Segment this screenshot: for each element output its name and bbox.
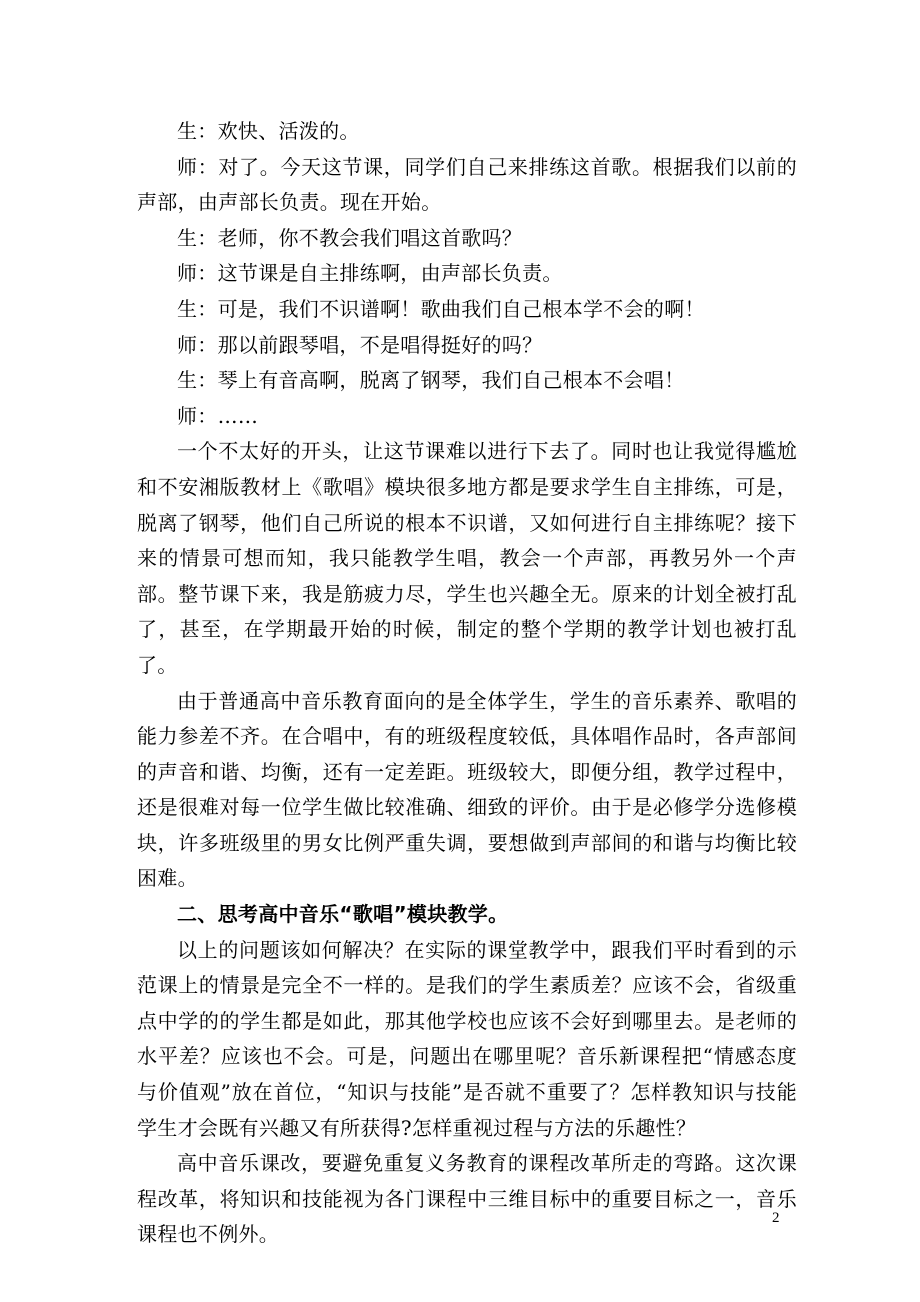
dialogue-line: 生：欢快、活泼的。 [177,119,360,143]
dialogue-line: 生：琴上有音高啊，脱离了钢琴，我们自己根本不会唱！ [177,368,685,393]
dialogue-line: 生：可是，我们不识谱啊！歌曲我们自己根本学不会的啊！ [177,296,705,321]
section-heading: 二、思考高中音乐“歌唱”模块教学。 [177,902,509,927]
body-paragraph: 一个不太好的开头，让这节课难以进行下去了。同时也让我觉得尴尬和不安湘版教材上《歌唱》模块很多地方都是要求学生自主排练，可是，脱离了钢琴，他们自己所说的根本不识谱，又如何进行自主排练呢？接下来的情景可想而知，我只能教学生唱，教会一个声部，再教另外一个声部。整节课下来，我是筋疲力尽，学生也兴趣全无。原来的计划全被打乱了，甚至，在学期最开始的时候，制定的整个学期的教学计划也被打乱了。 [137,439,797,677]
dialogue-line: 师：这节课是自主排练啊，由声部长负责。 [177,261,563,286]
body-paragraph: 高中音乐课改，要避免重复义务教育的课程改革所走的弯路。这次课程改革，将知识和技能视为各门课程中三维目标中的重要目标之一，音乐课程也不例外。 [137,1151,797,1247]
body-paragraph: 由于普通高中音乐教育面向的是全体学生，学生的音乐素养、歌唱的能力参差不齐。在合唱中，有的班级程度较低，具体唱作品时，各声部间的声音和谐、均衡，还有一定差距。班级较大，即便分组，教学过程中，还是很难对每一位学生做比较准确、细致的评价。由于是必修学分选修模块，许多班级里的男女比例严重失调，要想做到声部间的和谐与均衡比较困难。 [137,688,797,891]
document-body [137,114,797,1253]
dialogue-line: 师：那以前跟琴唱，不是唱得挺好的吗？ [177,332,543,357]
dialogue-line: 师：对了。今天这节课，同学们自己来排练这首歌。根据我们以前的声部，由声部长负责。现在开始。 [137,154,797,215]
body-paragraph: 以上的问题该如何解决？在实际的课堂教学中，跟我们平时看到的示范课上的情景是完全不一样的。是我们的学生素质差？应该不会，省级重点中学的的学生都是如此，那其他学校也应该不会好到哪里去。是老师的水平差？应该也不会。可是，问题出在哪里呢？音乐新课程把“情感态度与价值观”放在首位，“知识与技能”是否就不重要了？怎样教知识与技能学生才会既有兴趣又有所获得?怎样重视过程与方法的乐趣性？ [137,937,797,1140]
page-number: 2 [772,1210,780,1226]
dialogue-line: 生：老师，你不教会我们唱这首歌吗？ [177,225,523,250]
dialogue-line: 师：…… [177,403,259,428]
